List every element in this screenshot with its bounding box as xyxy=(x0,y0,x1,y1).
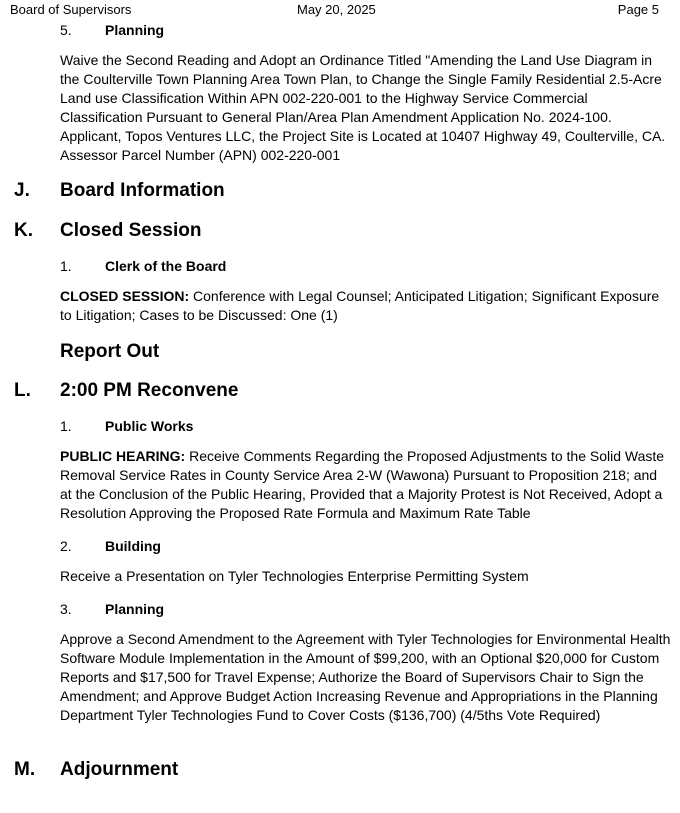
section-letter: K. xyxy=(14,220,33,241)
item-body: Conference with Legal Counsel; Anticipated Litigation; Significant Exposure to Litigation; Cases to be Discussed: One (1) xyxy=(60,288,660,323)
item-number: 1. xyxy=(60,418,72,434)
item-title: Clerk of the Board xyxy=(105,258,227,274)
header-organization: Board of Supervisors xyxy=(10,2,132,17)
item-number: 5. xyxy=(60,22,72,38)
section-letter: J. xyxy=(14,180,30,201)
item-description: Waive the Second Reading and Adopt an Ordinance Titled "Amending the Land Use Diagram in the Coulterville Town Planning Area Town Plan, to Change the Single Family Residential 2.5-Acre Land use Classification Within APN 002-220-001 to the Highway Service Commercial Classification Pursuant to General Plan/Area Plan Amendment Application No. 2024-100. Applicant, Topos Ventures LLC, the Project Site is Located at 10407 Highway 49, Coulterville, CA. Assessor Parcel Number (APN) 002-220-001 xyxy=(60,52,666,163)
section-title: Adjournment xyxy=(60,759,179,780)
item-number: 2. xyxy=(60,538,72,554)
page-header xyxy=(0,0,680,20)
header-page-number: Page 5 xyxy=(617,2,659,17)
item-description: Approve a Second Amendment to the Agreement with Tyler Technologies for Environmental Health Software Module Implementation in the Amount of $99,200, with an Optional $20,000 for Custom Reports and $17,500 for Travel Expense; Authorize the Board of Supervisors Chair to Sign the Amendment; and Approve Budget Action Increasing Revenue and Appropriations in the Planning Department Tyler Technologies Fund to Cover Costs ($136,700) (4/5ths Vote Required) xyxy=(60,631,671,723)
item-lead: PUBLIC HEARING: xyxy=(60,448,186,464)
item-lead: CLOSED SESSION: xyxy=(60,288,190,304)
section-letter: L. xyxy=(14,380,31,401)
item-title: Planning xyxy=(105,601,165,617)
section-title: Board Information xyxy=(60,180,225,201)
subsection-title: Report Out xyxy=(60,341,160,362)
item-number: 1. xyxy=(60,258,72,274)
section-letter: M. xyxy=(14,759,36,780)
item-title: Building xyxy=(105,538,161,554)
section-title: Closed Session xyxy=(60,220,202,241)
item-title: Public Works xyxy=(105,418,194,434)
item-description xyxy=(60,287,672,325)
item-title: Planning xyxy=(105,22,165,38)
header-date: May 20, 2025 xyxy=(297,2,376,17)
item-description: Receive a Presentation on Tyler Technologies Enterprise Permitting System xyxy=(60,568,529,584)
item-body: Receive Comments Regarding the Proposed Adjustments to the Solid Waste Removal Service Rates in County Service Area 2-W (Wawona) Pursuant to Proposition 218; and at the Conclusion of the Public Hearing, Provided that a Majority Protest is Not Received, Adopt a Resolution Approving the Proposed Rate Formula and Maximum Rate Table xyxy=(60,448,665,521)
item-number: 3. xyxy=(60,601,72,617)
item-description xyxy=(60,447,672,523)
section-title: 2:00 PM Reconvene xyxy=(60,380,239,401)
